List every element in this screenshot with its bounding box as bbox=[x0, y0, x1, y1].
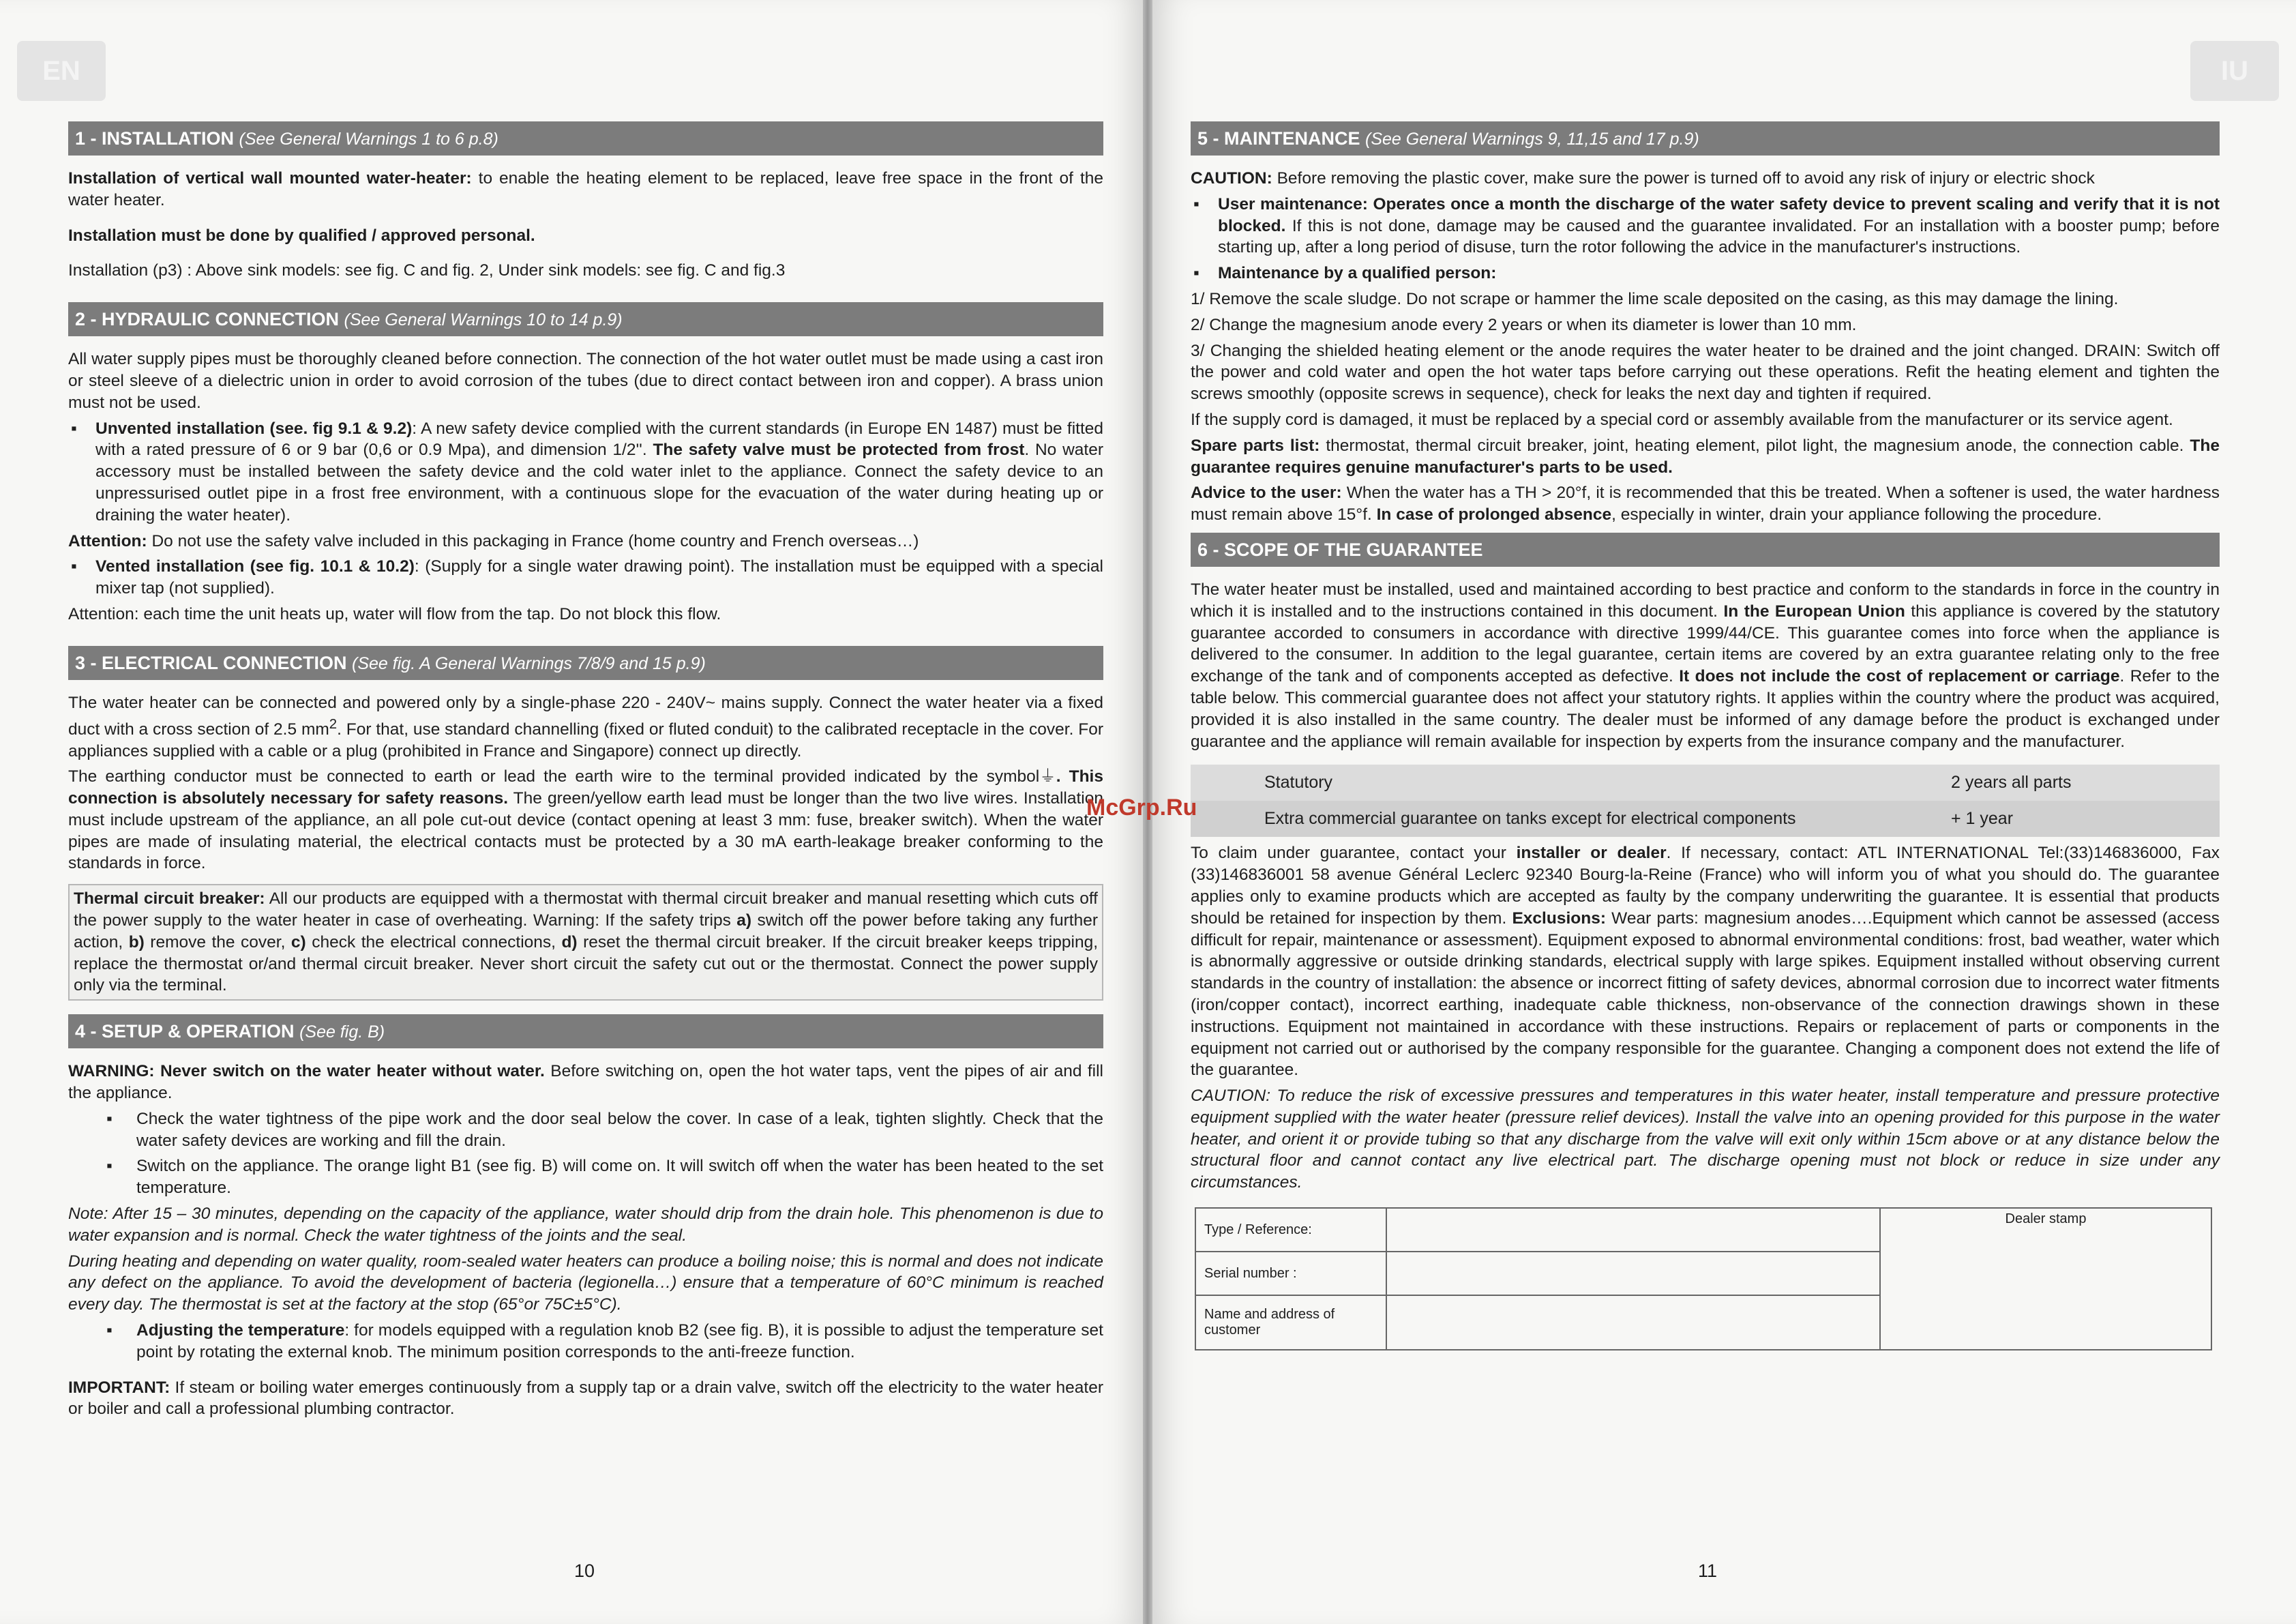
section-subtitle: (See fig. A General Warnings 7/8/9 and 15 p.9) bbox=[352, 653, 706, 673]
section-title: 4 - SETUP & OPERATION bbox=[75, 1021, 295, 1042]
section-title: 1 - INSTALLATION bbox=[75, 128, 234, 149]
bullet-item: ▪ Adjusting the temperature: for models equipped with a regulation knob B2 (see fig. B), it is possible to adjust the temperature set point by rotating the external knob. The minimum position corresponds to the anti-freeze function. bbox=[68, 1320, 1103, 1363]
section-title: 5 - MAINTENANCE bbox=[1197, 128, 1360, 149]
section-subtitle: (See General Warnings 1 to 6 p.8) bbox=[239, 130, 498, 149]
table-cell: 2 years all parts bbox=[1951, 765, 2220, 801]
table-row bbox=[1195, 1208, 2211, 1252]
dealer-stamp-label: Dealer stamp bbox=[2005, 1211, 2087, 1227]
section-header-installation bbox=[68, 121, 1103, 156]
table-cell: + 1 year bbox=[1951, 801, 2220, 837]
type-reference-label: Type / Reference: bbox=[1195, 1208, 1386, 1252]
bullet-item: ▪ User maintenance: Operates once a month the discharge of the water safety device to prevent scaling and verify that it is not blocked. If this is not done, damage may be caused and the guarantee invalidated. For an installation with a booster pump; before starting up, after a long period of disuse, turn the rotor following the advice in the manufacturer's instructions. bbox=[1191, 194, 2220, 259]
watermark-text: McGrp.Ru bbox=[1086, 795, 1197, 821]
bullet-item: ▪ Check the water tightness of the pipe work and the door seal below the cover. In case of a leak, tighten slightly. Check that the water safety devices are working and fill the drain. bbox=[68, 1108, 1103, 1152]
earth-icon: ⏚ bbox=[1039, 767, 1056, 786]
section-title: 2 - HYDRAULIC CONNECTION bbox=[75, 309, 340, 330]
paragraph: The earthing conductor must be connected to earth or lead the earth wire to the terminal provided indicated by the symbol⏚. This connection is absolutely necessary for safety reasons. The green/yellow earth lead must be longer than the two live wires. Installation must include upstream of the appliance, an all pole cut-out device (contact opening at least 3 mm: fuse, breaker switch). When the water pipes are made of insulating material, the electrical contacts must be protected by a 30 mA earth-leakage breaker conforming to the standards in force. bbox=[68, 767, 1103, 873]
language-tab: EN bbox=[17, 41, 106, 101]
bullet-item: ▪ Vented installation (see fig. 10.1 & 10.2): (Supply for a single water drawing point). The installation must be equipped with a special mixer tap (not supplied). bbox=[68, 556, 1103, 600]
customer-name-label: Name and address of customer bbox=[1195, 1295, 1386, 1350]
paragraph: CAUTION: Before removing the plastic cover, make sure the power is turned off to avoid any risk of injury or electric shock bbox=[1191, 169, 2095, 188]
guarantee-table bbox=[1191, 765, 2220, 837]
bullet-item: ▪ Switch on the appliance. The orange light B1 (see fig. B) will come on. It will switch off when the water has been heated to the set temperature. bbox=[68, 1155, 1103, 1199]
left-page bbox=[0, 0, 1143, 1624]
section-header-setup bbox=[68, 1014, 1103, 1048]
section-subtitle: (See General Warnings 9, 11,15 and 17 p.9) bbox=[1365, 130, 1699, 149]
paragraph: Thermal circuit breaker: All our products are equipped with a thermostat with thermal circuit breaker and manual resetting which cuts off the power supply to the water heater in case of overheating. Warning: If the safety trips a) switch off the power before taking any further action, b) remove the cover, c) check the electrical connections, d) reset the thermal circuit breaker. If the circuit breaker keeps tripping, replace the thermostat or/and thermal circuit breaker. Never short circuit the safety cut out or the thermostat. Connect the power supply only via the terminal. bbox=[74, 889, 1099, 995]
paragraph: IMPORTANT: If steam or boiling water emerges continuously from a supply tap or a drain valve, switch off the electricity to the water heater or boiler and call a professional plumbing contractor. bbox=[68, 1378, 1103, 1419]
table-cell: Extra commercial guarantee on tanks except for electrical components bbox=[1191, 801, 1951, 837]
paragraph: The water heater can be connected and powered only by a single-phase 220 - 240V~ mains supply. Connect the water heater via a fixed duct with a cross section of 2.5 $mm^2$. For that, use standard channelling (fixed or fluted conduit) to the calibrated receptacle in the cover. For appliances supplied with a cable or a plug (prohibited in France and Singapore) connect up directly. bbox=[68, 693, 1103, 761]
note-paragraph: Note: After 15 – 30 minutes, depending on the capacity of the appliance, water should drip from the drain hole. This phenomenon is due to water expansion and is normal. Check the water tightness of the joints and the seal. bbox=[68, 1205, 1103, 1245]
table-cell: Statutory bbox=[1191, 765, 1951, 801]
paragraph: WARNING: Never switch on the water heater without water. Before switching on, open the hot water taps, vent the pipes of air and fill the appliance. bbox=[68, 1062, 1103, 1103]
section-subtitle: (See fig. B) bbox=[299, 1022, 385, 1042]
section-header-hydraulic bbox=[68, 302, 1103, 336]
section-header-electrical bbox=[68, 646, 1103, 680]
customer-name-field[interactable] bbox=[1386, 1295, 1880, 1350]
note-paragraph: During heating and depending on water quality, room-sealed water heaters can produce a boiling noise; this is normal and does not indicate any defect on the appliance. To avoid the development of bacteria (legionella…) ensure that a temperature of 60°C minimum is reached every day. The thermostat is set at the factory at the stop (65°or 75C±5°C). bbox=[68, 1252, 1103, 1314]
serial-number-field[interactable] bbox=[1386, 1252, 1880, 1295]
paragraph: 3/ Changing the shielded heating element or the anode requires the water heater to be drained and the joint changed. DRAIN: Switch off the power and cold water and open the hot water taps before carrying out these operations. Refit the heating element and tighten the screws smoothly (opposite screws in sequence), check for leaks the next day and tighten if required. bbox=[1191, 341, 2220, 404]
paragraph: If the supply cord is damaged, it must be replaced by a special cord or assembly available from the manufacturer or its service agent. bbox=[1191, 410, 2173, 429]
table-row bbox=[1191, 801, 2220, 837]
page-number: 11 bbox=[1698, 1561, 1718, 1581]
language-tab: IU bbox=[2190, 41, 2279, 101]
dealer-stamp-table bbox=[1195, 1207, 2212, 1350]
section-title: 6 - SCOPE OF THE GUARANTEE bbox=[1197, 539, 1483, 560]
paragraph: Attention: each time the unit heats up, water will flow from the tap. Do not block this flow. bbox=[68, 604, 721, 623]
section-subtitle: (See General Warnings 10 to 14 p.9) bbox=[344, 310, 623, 330]
paragraph: All water supply pipes must be thoroughly cleaned before connection. The connection of the hot water outlet must be made using a cast iron or steel sleeve of a dielectric union in order to avoid corrosion of the tubes (due to direct contact between iron and copper). A brass union must not be used. bbox=[68, 350, 1103, 412]
caution-paragraph: CAUTION: To reduce the risk of excessive pressures and temperatures in this water heater, install temperature and pressure protective equipment supplied with the water heater (pressure relief devices). Install the valve into an opening provided for this purpose in the water heater, and orient it or provide tubing so that any discharge from the valve will exit only within 15cm above or at any distance below the structural floor and cannot contact any live electrical part. The discharge opening must not block or reduce in size under any circumstances. bbox=[1191, 1087, 2220, 1192]
type-reference-field[interactable] bbox=[1386, 1208, 1880, 1252]
paragraph: To claim under guarantee, contact your installer or dealer. If necessary, contact: ATL INTERNATIONAL Tel:(33)146836000, Fax (33)146836001 58 avenue Général Leclerc 92340 Bourg-la-Reine (France) who will inform you of what you should do. The guarantee applies only to examine products which are accepted as faulty by the company underwriting the guarantee. It is essential that products should be retained for inspection by them. Exclusions: Wear parts: magnesium anodes….Equipment which cannot be assessed (access difficult for repair, maintenance or assessment). Equipment exposed to abnormal environmental conditions: frost, bad weather, water which is abnormally aggressive or outside drinking standards, electrical supply with large spikes. Equipment installed without observing current standards in the country of installation: the absence or incorrect fitting of safety devices, abnormal corrosion due to incorrect water fitments (iron/copper contact), incorrect earthing, inadequate cable thickness, non-observance of the connection drawings shown in these instructions. Equipment not maintained in accordance with these instructions. Repairs or replacement of parts or components in the equipment not carried out or authorised by the company responsible for the guarantee. Changing a component does not extend the life of the guarantee. bbox=[1191, 844, 2220, 1080]
section-title: 3 - ELECTRICAL CONNECTION bbox=[75, 652, 347, 673]
paragraph: Installation (p3) : Above sink models: see fig. C and fig. 2, Under sink models: see fig. C and fig.3 bbox=[68, 261, 786, 280]
serial-number-label: Serial number : bbox=[1195, 1252, 1386, 1295]
paragraph: Installation of vertical wall mounted water-heater: to enable the heating element to be replaced, leave free space in the front of the water heater. bbox=[68, 169, 1103, 209]
thermal-breaker-box bbox=[68, 884, 1103, 1001]
paragraph: Advice to the user: When the water has a TH > 20°f, it is recommended that this be treated. When a softener is used, the water hardness must remain above 15°f. In case of prolonged absence, especially in winter, drain your appliance following the procedure. bbox=[1191, 484, 2220, 525]
section-header-maintenance bbox=[1191, 121, 2220, 156]
paragraph: Installation must be done by qualified / approved personal. bbox=[68, 226, 535, 245]
bullet-item: ▪ Maintenance by a qualified person: bbox=[1191, 263, 2220, 284]
paragraph: Attention: Do not use the safety valve included in this packaging in France (home country and French overseas…) bbox=[68, 531, 919, 550]
section-header-guarantee bbox=[1191, 533, 2220, 567]
page-number: 10 bbox=[574, 1561, 595, 1581]
paragraph: The water heater must be installed, used and maintained according to best practice and conform to the standards in force in the country in which it is installed and to the instructions contained in this document. In the European Union this appliance is covered by the statutory guarantee accorded to consumers in accordance with directive 1999/44/CE. This guarantee comes into force when the appliance is delivered to the consumer. In addition to the legal guarantee, certain items are covered by an extra guarantee relating only to the free exchange of the tank and of components accepted as defective. It does not include the cost of replacement or carriage. Refer to the table below. This commercial guarantee does not affect your statutory rights. It applies within the country where the product was acquired, provided it is also installed in the same country. The dealer must be informed of any damage before the product is exchanged under guarantee and the appliance will remain available for inspection by experts from the insurance company and the manufacturer. bbox=[1191, 580, 2220, 751]
table-row bbox=[1191, 765, 2220, 801]
paragraph: 1/ Remove the scale sludge. Do not scrape or hammer the lime scale deposited on the casing, as this may damage the lining. bbox=[1191, 289, 2119, 308]
right-page bbox=[1152, 0, 2296, 1624]
paragraph: 2/ Change the magnesium anode every 2 years or when its diameter is lower than 10 mm. bbox=[1191, 315, 1857, 334]
dealer-stamp-area[interactable] bbox=[1880, 1208, 2211, 1350]
paragraph: Spare parts list: thermostat, thermal circuit breaker, joint, heating element, pilot light, the magnesium anode, the connection cable. The guarantee requires genuine manufacturer's parts to be used. bbox=[1191, 436, 2220, 477]
bullet-item: ▪ Unvented installation (see. fig 9.1 & 9.2): A new safety device complied with the current standards (in Europe EN 1487) must be fitted with a rated pressure of 6 or 9 bar (0,6 or 0.9 Mpa), and dimension 1/2''. The safety valve must be protected from frost. No water accessory must be installed between the safety device and the cold water inlet to the appliance. Connect the safety device to an unpressurised outlet pipe in a frost free environment, with a continuous slope for the evacuation of the water during heating up or draining the water heater). bbox=[68, 418, 1103, 527]
